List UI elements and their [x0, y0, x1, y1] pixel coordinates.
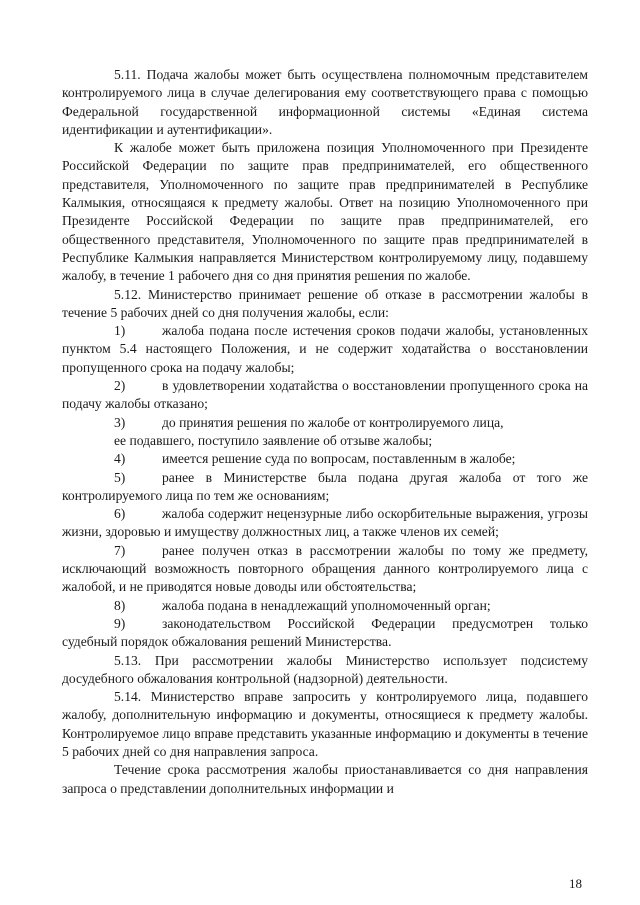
list-item-number: 6): [114, 506, 126, 522]
list-item: [62, 414, 588, 432]
paragraph-5-11: 5.11. Подача жалобы может быть осуществлена полномочным представителем контролируемого лица в случае делегирования ему соответствующего права с помощью Федеральной государственной информационной системы «Единая система идентификации и аутентификации».: [62, 67, 588, 137]
list-item: [62, 597, 588, 615]
paragraph-ombudsman-position: К жалобе может быть приложена позиция Уполномоченного при Президенте Российской Федерации по защите прав предпринимателей, его общественного представителя, Уполномоченного по защите прав предпринимателей в Республике Калмыкия, относящаяся к предмету жалобы. Ответ на позицию Уполномоченного при Президенте Российской Федерации по защите прав предпринимателей, его общественного представителя, Уполномоченного по защите прав предпринимателей в Республике Калмыкия направляется Министерством контролируемому лицу, подавшему жалобу, в течение 1 рабочего дня со дня принятия решения по жалобе.: [62, 140, 588, 284]
page-number: 18: [569, 876, 582, 891]
list-item-number: 3): [114, 414, 126, 430]
paragraph-suspension: Течение срока рассмотрения жалобы приостанавливается со дня направления запроса о представлении дополнительных информации и: [62, 762, 588, 796]
list-item: [62, 505, 588, 542]
list-item-number: 1): [114, 323, 126, 339]
list-item: [62, 615, 588, 652]
paragraph-5-12: 5.12. Министерство принимает решение об отказе в рассмотрении жалобы в течение 5 рабочих дней со дня получения жалобы, если:: [62, 286, 588, 320]
list-item: [62, 377, 588, 414]
list-item-text: жалоба содержит нецензурные либо оскорбительные выражения, угрозы жизни, здоровью и имуществу должностных лиц, а также членов их семей;: [62, 506, 588, 540]
document-body: [62, 66, 588, 798]
list-item: [62, 542, 588, 597]
paragraph-5-14: 5.14. Министерство вправе запросить у контролируемого лица, подавшего жалобу, дополнительную информацию и документы, относящиеся к предмету жалобы. Контролируемое лицо вправе представить указанные информацию и документы в течение 5 рабочих дней со дня направления запроса.: [62, 689, 588, 759]
list-item: [62, 450, 588, 468]
list-item-number: 7): [114, 542, 126, 558]
list-item-number: 5): [114, 469, 126, 485]
list-item-text: законодательством Российской Федерации предусмотрен только судебный порядок обжалования решений Министерства.: [62, 615, 588, 650]
list-item-text: жалоба подана в ненадлежащий уполномоченный орган;: [162, 597, 491, 613]
paragraph-5-13: 5.13. При рассмотрении жалобы Министерство использует подсистему досудебного обжалования контрольной (надзорной) деятельности.: [62, 652, 588, 686]
list-item: [62, 322, 588, 377]
list-item-continuation: ее подавшего, поступило заявление об отзыве жалобы;: [114, 432, 433, 448]
list-item-number: 8): [114, 597, 126, 613]
list-item-text: ранее получен отказ в рассмотрении жалобы по тому же предмету, исключающий возможность повторного обращения данного контролируемого лица с жалобой, и не приводятся новые доводы или обстоятельства;: [62, 542, 588, 595]
list-item: [62, 469, 588, 506]
list-item-text: до принятия решения по жалобе от контролируемого лица,: [162, 414, 504, 430]
list-item-text: ранее в Министерстве была подана другая жалоба от того же контролируемого лица по тем же основаниям;: [62, 469, 588, 503]
list-item-number: 9): [114, 615, 126, 631]
list-item-text: в удовлетворении ходатайства о восстановлении пропущенного срока на подачу жалобы отказано;: [62, 378, 588, 412]
list-item-text: имеется решение суда по вопросам, поставленным в жалобе;: [162, 451, 516, 467]
list-item-number: 2): [114, 378, 126, 394]
list-item-number: 4): [114, 451, 126, 467]
list-item-text: жалоба подана после истечения сроков подачи жалобы, установленных пунктом 5.4 настоящего Положения, и не содержит ходатайства о восстановлении пропущенного срока на подачу жалобы;: [62, 323, 588, 375]
